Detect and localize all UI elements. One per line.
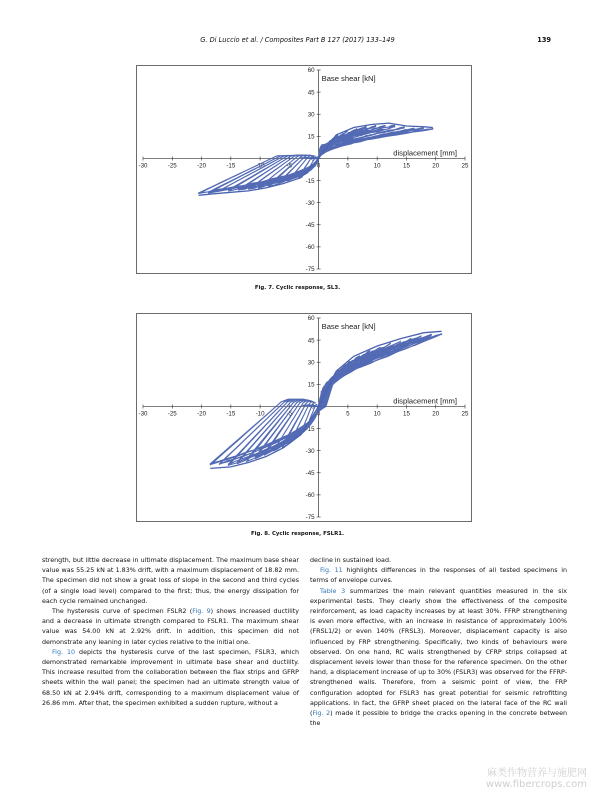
- x-tick-label: -25: [167, 410, 177, 418]
- hysteresis-chart-sl3: [137, 66, 471, 273]
- y-tick-label: -15: [305, 177, 315, 185]
- y-tick-label: 45: [307, 89, 315, 97]
- table-link[interactable]: Table 3: [320, 587, 346, 595]
- y-tick-label: 30: [307, 111, 315, 119]
- x-tick-label: 10: [373, 410, 381, 418]
- figure-link[interactable]: Fig. 10: [52, 648, 76, 656]
- y-tick-label: 45: [307, 337, 315, 345]
- paragraph: Fig. 11 highlights differences in the responses of all tested specimens in terms of envelope curves.: [310, 567, 567, 585]
- envelope-positive: [319, 331, 442, 406]
- x-tick-label: -20: [197, 162, 207, 170]
- y-tick-label: -75: [305, 266, 315, 273]
- watermark-line: www.fibercrops.com: [485, 779, 587, 790]
- y-tick-label: -30: [305, 447, 315, 455]
- page-number: 139: [537, 36, 551, 44]
- body-column-right: [310, 556, 567, 729]
- x-tick-label: -5: [286, 162, 293, 170]
- y-tick-label: 15: [307, 381, 315, 389]
- x-tick-label: -15: [226, 162, 236, 170]
- y-axis-label: Base shear [kN]: [321, 74, 376, 83]
- y-tick-label: -45: [305, 469, 315, 477]
- x-tick-label: 25: [461, 410, 469, 418]
- y-tick-label: -60: [305, 244, 315, 252]
- y-tick-label: 0: [311, 403, 315, 411]
- y-tick-label: 0: [311, 155, 315, 163]
- x-tick-label: 10: [373, 162, 381, 170]
- y-tick-label: -75: [305, 514, 315, 521]
- x-tick-label: 0: [316, 410, 321, 418]
- figure-7-caption: Fig. 7. Cyclic response, SL3.: [254, 285, 341, 291]
- paragraph: Fig. 10 depicts the hysteresis curve of the last specimen, FSLR3, which demonstrated remarkable improvement in ultimate base shear and ductility. This increase resulted from the collaboration between the flax strips and GFRP sheets within the wall panel; the specimen had an ultimate strength value of 68.50 kN at 2.94% drift, corresponding to a maximum displacement value of 26.86 mm. After that, the specimen exhibited a sudden rupture, without a: [42, 648, 299, 707]
- figure-7: [136, 65, 472, 274]
- y-tick-label: -15: [305, 425, 315, 433]
- body-column-left: [42, 556, 299, 709]
- x-tick-label: 15: [403, 162, 410, 170]
- watermark: [486, 768, 587, 790]
- figure-link[interactable]: Fig. 9: [192, 608, 211, 616]
- y-tick-label: -45: [305, 221, 315, 229]
- x-axis-label: displacement [mm]: [393, 396, 457, 406]
- y-tick-label: 60: [307, 67, 315, 75]
- y-tick-label: 15: [307, 133, 315, 141]
- x-tick-label: 5: [346, 410, 350, 418]
- figure-8: [136, 313, 472, 522]
- x-tick-label: -10: [255, 410, 265, 418]
- y-tick-label: -30: [305, 199, 315, 207]
- x-tick-label: 25: [461, 162, 469, 170]
- figure-8-caption: Fig. 8. Cyclic response, FSLR1.: [250, 531, 345, 537]
- x-tick-label: -5: [286, 410, 293, 418]
- paragraph: decline in sustained load.: [310, 557, 391, 564]
- x-tick-label: -15: [226, 410, 236, 418]
- y-axis-label: Base shear [kN]: [321, 322, 376, 331]
- x-tick-label: -30: [138, 410, 148, 418]
- figure-link[interactable]: Fig. 2: [312, 710, 331, 718]
- x-tick-label: 20: [432, 410, 440, 418]
- figure-link[interactable]: Fig. 11: [320, 567, 343, 575]
- x-tick-label: -25: [167, 162, 177, 170]
- paragraph: Table 3 summarizes the main relevant quantities measured in the six experimental tests. They clearly show the effectiveness of the composite reinforcement, as load capacity increases by at least 30%. FFRP strengthening is even more effective, with an increase in resistance of approximately 100% (FRSL1/2) or even 140% (FRSL3). Moreover, displacement capacity is also influenced by FRP strengthening. Specifically, two kinds of behaviours were observed. On one hand, RC walls strengthened by CFRP strips collapsed at displacement levels lower than those for the reference specimen. On the other hand, a displacement increase of up to 30% (FSLR3) was observed for the FFRP-strengthened walls. Therefore, from a seismic point of view, the FRP configuration adopted for FSLR3 has great potential for seismic retrofitting applications. In fact, the GFRP sheet placed on the lateral face of the RC wall (Fig. 2) made it possible to bridge the cracks opening in the concrete between the: [310, 587, 567, 728]
- x-tick-label: 5: [346, 162, 350, 170]
- x-tick-label: 15: [403, 410, 410, 418]
- x-axis-label: displacement [mm]: [393, 148, 457, 158]
- paragraph: strength, but little decrease in ultimate displacement. The maximum base shear value was 55.25 kN at 1.83% drift, with a maximum displacement of 18.82 mm. The specimen did not show a great loss of slope in the second and third cycles (of a single load level) compared to the first; thus, the energy dissipation for each cycle remained unchanged.: [42, 557, 299, 605]
- running-header: [0, 36, 595, 50]
- journal-citation: G. Di Luccio et al. / Composites Part B 127 (2017) 133–149: [200, 36, 395, 44]
- y-tick-label: 30: [307, 359, 315, 367]
- watermark-line: 麻类作物营养与施肥网: [487, 768, 587, 779]
- x-tick-label: 0: [316, 162, 321, 170]
- y-tick-label: -60: [305, 492, 315, 500]
- x-tick-label: -30: [138, 162, 148, 170]
- x-tick-label: 20: [432, 162, 440, 170]
- hysteresis-curve: [199, 125, 433, 193]
- y-tick-label: 60: [307, 315, 315, 323]
- paragraph: The hysteresis curve of specimen FSLR2 (Fig. 9) shows increased ductility and a decrease in ultimate strength compared to FSLR1. The maximum shear value was 54.00 kN at 2.92% drift. In addition, this specimen did not demonstrate any leaning in later cycles relative to the initial one.: [42, 608, 300, 646]
- x-tick-label: -20: [197, 410, 207, 418]
- x-tick-label: -10: [255, 162, 265, 170]
- hysteresis-chart-fslr1: [137, 314, 471, 521]
